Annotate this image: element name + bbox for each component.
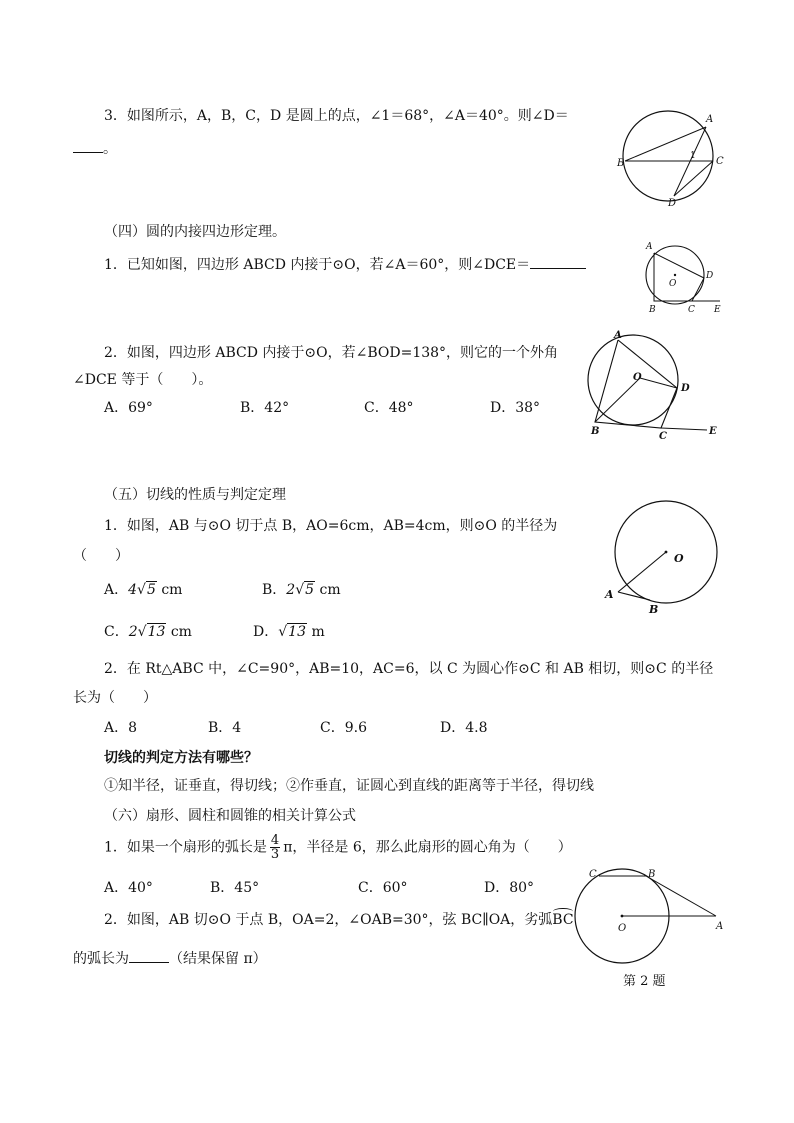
tangent-ab bbox=[646, 876, 716, 916]
section5-heading: （五）切线的性质与判定定理 bbox=[104, 487, 286, 503]
quad-abcd bbox=[595, 340, 677, 428]
coef: 2 bbox=[286, 582, 296, 598]
radicand: 5 bbox=[146, 582, 156, 598]
option-c: C．9.6 bbox=[320, 720, 367, 736]
label-b: B bbox=[648, 869, 656, 880]
label-b: B bbox=[591, 426, 600, 437]
sec4-q2-options bbox=[104, 398, 540, 418]
sqrt-expression: 4√5 bbox=[128, 582, 156, 598]
sec6-q1-pre: 1．如果一个扇形的弧长是 bbox=[104, 839, 267, 856]
figure-inscribed-quad-2 bbox=[585, 328, 725, 440]
label-o: O bbox=[633, 372, 642, 383]
label-b: B bbox=[649, 603, 659, 616]
radicand: 13 bbox=[147, 624, 166, 640]
option-c: C．60° bbox=[358, 880, 408, 896]
numerator: 4 bbox=[270, 833, 280, 848]
sec5-q1-option-b bbox=[262, 580, 341, 600]
sec4-q2-line2: ∠DCE 等于（ ）。 bbox=[73, 372, 213, 388]
figure-circle-abcd bbox=[617, 104, 730, 209]
option-d: D．80° bbox=[484, 880, 535, 896]
figure-inscribed-quad-1 bbox=[640, 240, 730, 316]
label-b: B bbox=[649, 305, 656, 315]
sec5-q2-line1: 2．在 Rt△ABC 中，∠C=90°，AB=10，AC=6，以 C 为圆心作⊙C 和 AB 相切，则⊙C 的半径 bbox=[104, 661, 714, 677]
sqrt-expression: 2√5 bbox=[286, 582, 315, 598]
center-dot bbox=[674, 274, 676, 276]
option-label: B． bbox=[262, 582, 287, 598]
label-c: C bbox=[659, 431, 667, 442]
radius-ob bbox=[595, 378, 640, 422]
option-c: C．48° bbox=[364, 400, 414, 416]
label-o: O bbox=[618, 923, 627, 934]
sqrt-expression: 2√13 bbox=[128, 624, 166, 640]
sec5-q2-options bbox=[104, 718, 488, 738]
option-b: B．4 bbox=[208, 720, 242, 736]
sec5-q1-line2: （ ） bbox=[73, 548, 129, 564]
label-o: O bbox=[674, 552, 684, 565]
coef: 2 bbox=[128, 624, 138, 640]
center-dot bbox=[621, 915, 624, 918]
label-a: A bbox=[614, 330, 622, 341]
label-b: B bbox=[617, 158, 625, 169]
figure-tangent-circle bbox=[600, 500, 725, 620]
sec5-q1-option-c bbox=[104, 622, 192, 642]
sec6-q2-line2 bbox=[73, 948, 267, 969]
option-label: D． bbox=[253, 624, 279, 640]
label-e: E bbox=[714, 305, 721, 315]
sec6-q1-options bbox=[104, 878, 534, 898]
sqrt-expression: √13 bbox=[278, 624, 306, 640]
sec5-q1-line1: 1．如图，AB 与⊙O 切于点 B，AO=6cm，AB=4cm，则⊙O 的半径为 bbox=[104, 518, 558, 534]
section6-heading: （六）扇形、圆柱和圆锥的相关计算公式 bbox=[104, 808, 356, 824]
sec5-q1-option-d bbox=[253, 622, 325, 642]
q3-line2-tail: 。 bbox=[103, 141, 117, 157]
label-a: A bbox=[716, 921, 724, 932]
option-label: C． bbox=[104, 624, 129, 640]
label-a: A bbox=[605, 588, 614, 601]
tangent-ab bbox=[618, 592, 650, 600]
option-label: A． bbox=[104, 582, 129, 598]
sec6-q2-text: 2．如图，AB 切⊙O 于点 B，OA=2，∠OAB=30°，弦 BC∥OA，劣弧 bbox=[104, 912, 553, 928]
radicand: 13 bbox=[288, 624, 306, 640]
sec5-q1-option-a bbox=[104, 580, 182, 600]
sec6-q2-post: （结果保留 π） bbox=[169, 951, 267, 967]
sec6-q2-line1 bbox=[104, 910, 574, 930]
option-d: D．4.8 bbox=[440, 720, 488, 736]
tangent-methods-text: ①知半径，证垂直，得切线；②作垂直，证圆心到直线的距离等于半径，得切线 bbox=[104, 778, 594, 794]
figure-tangent-chord bbox=[572, 864, 732, 964]
answer-blank bbox=[73, 138, 103, 153]
label-a: A bbox=[706, 114, 714, 125]
denominator: 3 bbox=[270, 847, 280, 862]
label-c: C bbox=[688, 305, 695, 315]
option-b: B．45° bbox=[210, 880, 260, 896]
sec4-q1 bbox=[104, 254, 586, 275]
figure-caption: 第 2 题 bbox=[623, 974, 666, 989]
unit: cm bbox=[161, 582, 183, 598]
q3-line2 bbox=[73, 138, 117, 159]
answer-blank bbox=[530, 254, 586, 269]
option-a: A．69° bbox=[104, 400, 153, 416]
coef: 4 bbox=[128, 582, 138, 598]
segment-oa bbox=[618, 552, 666, 592]
option-a: A．8 bbox=[104, 720, 138, 736]
label-d: D bbox=[668, 198, 677, 209]
answer-blank bbox=[129, 948, 169, 963]
section4-heading: （四）圆的内接四边形定理。 bbox=[104, 224, 286, 240]
radicand: 5 bbox=[305, 582, 315, 598]
sec6-q1-post: π，半径是 6，那么此扇形的圆心角为（ ） bbox=[283, 839, 572, 856]
unit: cm bbox=[319, 582, 341, 598]
q3-line1: 3．如图所示，A，B，C，D 是圆上的点，∠1＝68°，∠A＝40°。则∠D＝ bbox=[104, 108, 569, 124]
label-c: C bbox=[716, 156, 724, 167]
arc-bc: BC bbox=[552, 912, 574, 928]
sec5-q2-line2: 长为（ ） bbox=[73, 690, 157, 706]
label-d: D bbox=[681, 383, 690, 394]
label-angle-1: 1 bbox=[690, 151, 696, 161]
label-o: O bbox=[669, 279, 677, 289]
sec6-q2-pre: 的弧长为 bbox=[73, 951, 129, 967]
label-a: A bbox=[646, 242, 653, 252]
tangent-methods-title: 切线的判定方法有哪些？ bbox=[104, 750, 258, 766]
label-e: E bbox=[709, 426, 717, 437]
sec6-q1 bbox=[104, 834, 572, 861]
fraction bbox=[270, 834, 280, 861]
sec4-q2-line1: 2．如图，四边形 ABCD 内接于⊙O，若∠BOD=138°，则它的一个外角 bbox=[104, 345, 559, 361]
label-c: C bbox=[589, 869, 597, 880]
option-d: D．38° bbox=[490, 400, 541, 416]
unit: cm bbox=[170, 624, 192, 640]
option-b: B．42° bbox=[240, 400, 290, 416]
unit: m bbox=[311, 624, 325, 640]
extension-ce bbox=[661, 428, 707, 430]
center-dot bbox=[665, 551, 668, 554]
label-d: D bbox=[706, 271, 714, 281]
option-a: A．40° bbox=[104, 880, 153, 896]
sec4-q1-text: 1．已知如图，四边形 ABCD 内接于⊙O，若∠A＝60°，则∠DCE＝ bbox=[104, 257, 531, 273]
